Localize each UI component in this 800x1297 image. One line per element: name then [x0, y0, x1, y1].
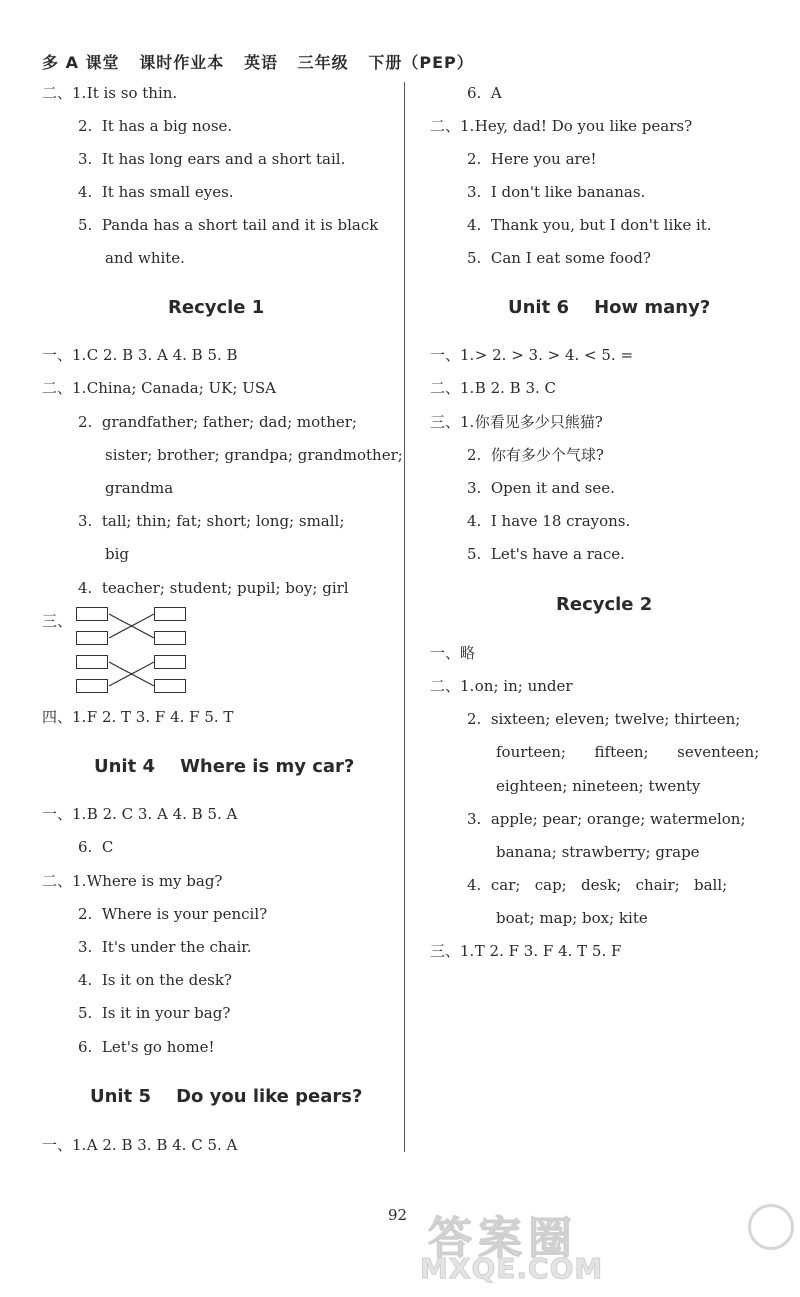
answer-line: 4. car; cap; desk; chair; ball; — [467, 876, 728, 894]
answer-line: 二、1. Where is my bag? — [42, 872, 223, 890]
answer-line: 4. It has small eyes. — [78, 183, 234, 201]
matching-diagram — [76, 607, 191, 691]
answer-line: 3. I don't like bananas. — [467, 183, 646, 201]
answer-line: 一、1. B 2. C 3. A 4. B 5. A — [42, 805, 238, 823]
watermark-circle — [748, 1204, 794, 1250]
answer-line: 2. Here you are! — [467, 150, 597, 168]
answer-line: 4. teacher; student; pupil; boy; girl — [78, 579, 349, 597]
answer-line: 一、1. A 2. B 3. B 4. C 5. A — [42, 1136, 238, 1154]
answer-line: 三、1. 你看见多少只熊猫? — [430, 413, 603, 431]
answer-line: fourteen; fifteen; seventeen; — [496, 743, 760, 761]
section-heading-unit-6: Unit 6 How many? — [508, 297, 711, 318]
answer-line: 三、1. T 2. F 3. F 4. T 5. F — [430, 942, 622, 960]
answer-line: sister; brother; grandpa; grandmother; — [105, 446, 403, 464]
answer-line: 5. Panda has a short tail and it is black — [78, 216, 379, 234]
answer-line: 3. Open it and see. — [467, 479, 615, 497]
matching-lines — [76, 607, 191, 697]
answer-line: 3. It's under the chair. — [78, 938, 252, 956]
answer-line: 一、1. > 2. > 3. > 4. < 5. = — [430, 346, 634, 364]
column-divider — [404, 82, 405, 1152]
watermark-logo — [420, 1200, 790, 1292]
watermark-text-top: 答案圈 — [428, 1213, 578, 1264]
answer-line: 4. Thank you, but I don't like it. — [467, 216, 712, 234]
matching-label: 三、 — [42, 612, 73, 630]
answer-line: 5. Let's have a race. — [467, 545, 625, 563]
answer-line: 5. Is it in your bag? — [78, 1004, 231, 1022]
answer-line: 一、1. C 2. B 3. A 4. B 5. B — [42, 346, 238, 364]
answer-line: 3. tall; thin; fat; short; long; small; — [78, 512, 345, 530]
watermark-text-bottom: MXQE.COM — [420, 1252, 604, 1285]
page-header: 多 A 课堂 课时作业本 英语 三年级 下册（PEP） — [42, 53, 474, 72]
answer-line: eighteen; nineteen; twenty — [496, 777, 701, 795]
answer-line: big — [105, 545, 130, 563]
answer-line: 二、1. China; Canada; UK; USA — [42, 379, 276, 397]
answer-line: 6. C — [78, 838, 114, 856]
answer-line: 2. It has a big nose. — [78, 117, 233, 135]
section-heading-unit-5: Unit 5 Do you like pears? — [90, 1086, 363, 1107]
answer-line: 二、1. Hey, dad! Do you like pears? — [430, 117, 693, 135]
section-heading-unit-4: Unit 4 Where is my car? — [94, 756, 355, 777]
answer-line: 4. I have 18 crayons. — [467, 512, 631, 530]
answer-line: 4. Is it on the desk? — [78, 971, 232, 989]
answer-line: 二、1. It is so thin. — [42, 84, 178, 102]
answer-line: 5. Can I eat some food? — [467, 249, 651, 267]
answer-line: 2. grandfather; father; dad; mother; — [78, 413, 357, 431]
answer-line: 2. sixteen; eleven; twelve; thirteen; — [467, 710, 741, 728]
answer-line: grandma — [105, 479, 174, 497]
answer-line: and white. — [105, 249, 185, 267]
page-number: 92 — [388, 1206, 408, 1224]
answer-line: 3. It has long ears and a short tail. — [78, 150, 346, 168]
answer-line: 2. 你有多少个气球? — [467, 446, 604, 464]
answer-line: boat; map; box; kite — [496, 909, 648, 927]
answer-line: 一、略 — [430, 644, 476, 662]
answer-line: 6. A — [467, 84, 502, 102]
answer-line: banana; strawberry; grape — [496, 843, 700, 861]
section-heading-recycle-1: Recycle 1 — [168, 297, 265, 318]
answer-line: 二、1. on; in; under — [430, 677, 573, 695]
answer-line: 四、1. F 2. T 3. F 4. F 5. T — [42, 708, 234, 726]
answer-line: 2. Where is your pencil? — [78, 905, 268, 923]
section-heading-recycle-2: Recycle 2 — [556, 594, 653, 615]
answer-line: 3. apple; pear; orange; watermelon; — [467, 810, 746, 828]
answer-line: 6. Let's go home! — [78, 1038, 215, 1056]
answer-line: 二、1. B 2. B 3. C — [430, 379, 556, 397]
